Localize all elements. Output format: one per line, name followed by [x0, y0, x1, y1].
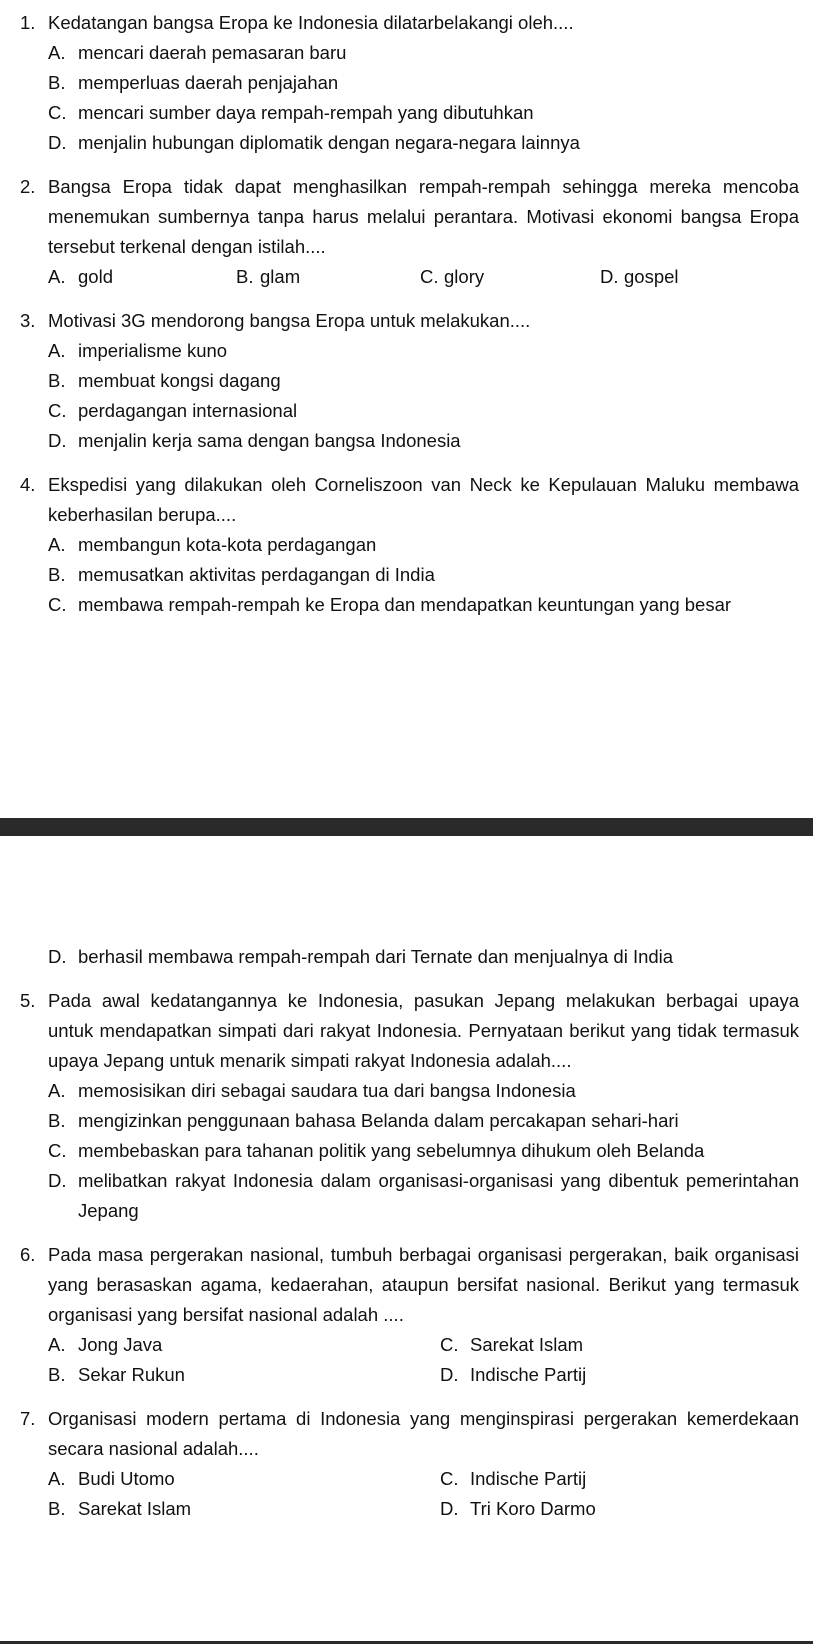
question-7 — [20, 1404, 799, 1524]
option-c: C. mencari sumber daya rempah-rempah yang dibutuhkan — [48, 102, 534, 123]
option-b: B. membuat kongsi dagang — [48, 370, 281, 391]
question-number: 2. — [20, 176, 36, 197]
options-grid — [20, 1330, 799, 1390]
option-b: B. Sarekat Islam — [48, 1498, 192, 1519]
option-d: D. gospel — [600, 266, 679, 287]
option-a: A. mencari daerah pemasaran baru — [48, 42, 347, 63]
question-6 — [20, 1240, 799, 1390]
option-d: D. menjalin hubungan diplomatik dengan negara-negara lainnya — [48, 132, 580, 153]
option-d: D. melibatkan rakyat Indonesia dalam organisasi-organisasi yang dibentuk pemerintahan Jepang — [48, 1170, 799, 1221]
page-bottom — [0, 836, 813, 1644]
option-a: A. imperialisme kuno — [48, 340, 228, 361]
page-divider — [0, 818, 813, 836]
option-d: D. berhasil membawa rempah-rempah dari Ternate dan menjualnya di India — [48, 946, 674, 967]
option-b: B. Sekar Rukun — [48, 1364, 185, 1385]
question-4-continued — [20, 942, 799, 972]
option-c: C. Sarekat Islam — [440, 1334, 584, 1355]
option-a: A. memosisikan diri sebagai saudara tua dari bangsa Indonesia — [48, 1080, 576, 1101]
question-3 — [20, 306, 799, 456]
question-text: Pada masa pergerakan nasional, tumbuh berbagai organisasi pergerakan, baik organisasi yang berasaskan agama, kedaerahan, ataupun bersifat nasional. Berikut yang termasuk organisasi yang bersifat nasional adalah .... — [48, 1244, 799, 1325]
question-text: Organisasi modern pertama di Indonesia yang menginspirasi pergerakan kemerdekaan secara nasional adalah.... — [48, 1408, 799, 1459]
question-text: Kedatangan bangsa Eropa ke Indonesia dilatarbelakangi oleh.... — [48, 12, 574, 33]
question-number: 5. — [20, 990, 36, 1011]
option-b: B. glam — [236, 266, 301, 287]
option-a: A. membangun kota-kota perdagangan — [48, 534, 377, 555]
question-number: 4. — [20, 474, 36, 495]
question-4 — [20, 470, 799, 620]
question-text: Ekspedisi yang dilakukan oleh Corneliszoon van Neck ke Kepulauan Maluku membawa keberhasilan berupa.... — [48, 474, 799, 525]
option-d: D. Indische Partij — [440, 1364, 587, 1385]
question-number: 1. — [20, 12, 36, 33]
option-c: C. Indische Partij — [440, 1468, 587, 1489]
question-1 — [20, 8, 799, 158]
question-5 — [20, 986, 799, 1226]
option-a: A. Jong Java — [48, 1334, 163, 1355]
option-c: C. membawa rempah-rempah ke Eropa dan mendapatkan keuntungan yang besar — [48, 594, 732, 615]
question-text: Pada awal kedatangannya ke Indonesia, pasukan Jepang melakukan berbagai upaya untuk mendapatkan simpati dari rakyat Indonesia. Pernyataan berikut yang tidak termasuk upaya Jepang untuk menarik simpati rakyat Indonesia adalah.... — [48, 990, 799, 1071]
page-top — [0, 0, 813, 818]
option-d: D. Tri Koro Darmo — [440, 1498, 596, 1519]
option-a: A. Budi Utomo — [48, 1468, 175, 1489]
options-row — [20, 262, 799, 292]
question-2 — [20, 172, 799, 292]
option-b: B. memusatkan aktivitas perdagangan di India — [48, 564, 435, 585]
option-a: A. gold — [48, 266, 113, 287]
option-c: C. glory — [420, 266, 485, 287]
question-number: 7. — [20, 1408, 36, 1429]
option-d: D. menjalin kerja sama dengan bangsa Indonesia — [48, 430, 461, 451]
option-b: B. memperluas daerah penjajahan — [48, 72, 339, 93]
options-grid — [20, 1464, 799, 1524]
option-c: C. membebaskan para tahanan politik yang sebelumnya dihukum oleh Belanda — [48, 1140, 705, 1161]
question-number: 3. — [20, 310, 36, 331]
option-b: B. mengizinkan penggunaan bahasa Belanda dalam percakapan sehari-hari — [48, 1110, 679, 1131]
option-c: C. perdagangan internasional — [48, 400, 298, 421]
question-text: Motivasi 3G mendorong bangsa Eropa untuk melakukan.... — [48, 310, 531, 331]
question-text: Bangsa Eropa tidak dapat menghasilkan rempah-rempah sehingga mereka mencoba menemukan sumbernya tanpa harus melalui perantara. Motivasi ekonomi bangsa Eropa tersebut terkenal dengan istilah.... — [48, 176, 799, 257]
question-number: 6. — [20, 1244, 36, 1265]
